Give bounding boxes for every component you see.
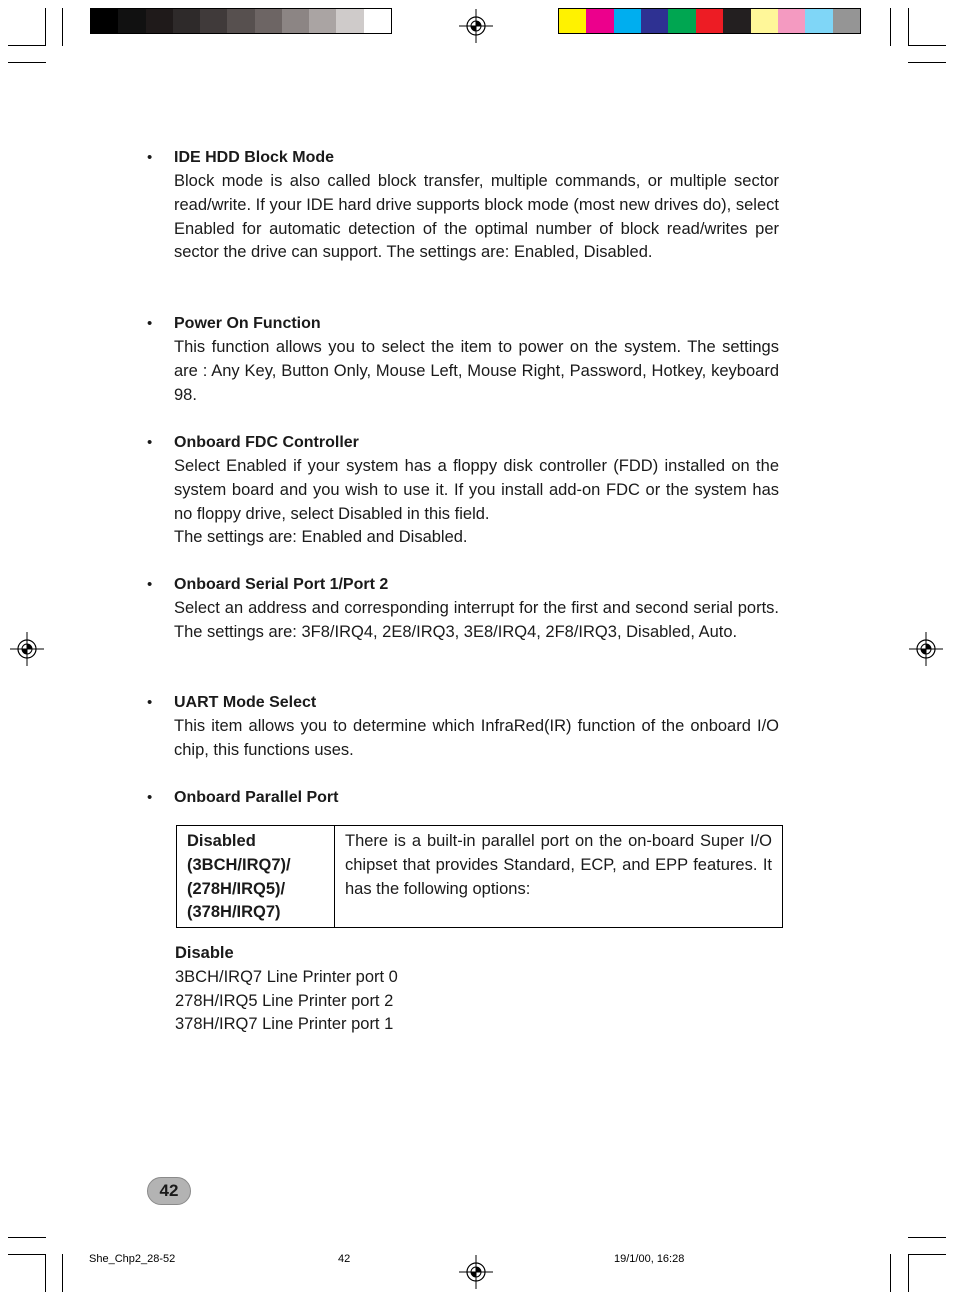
registration-mark-icon [459, 1255, 493, 1289]
section-body [174, 597, 779, 645]
color-swatch [282, 9, 309, 33]
color-swatch [614, 9, 641, 33]
color-swatch [805, 9, 832, 33]
paragraph: The settings are: Enabled and Disabled. [174, 528, 468, 547]
table-row [177, 826, 783, 928]
option-value: (3BCH/IRQ7)/ [187, 855, 291, 874]
color-swatch [227, 9, 254, 33]
color-calibration-bar [558, 8, 861, 34]
color-swatch [255, 9, 282, 33]
list-item: 3BCH/IRQ7 Line Printer port 0 [175, 967, 398, 986]
footer-page: 42 [338, 1253, 351, 1265]
description-cell: There is a built-in parallel port on the on-board Super I/O chipset that provides Standard, ECP, and EPP features. It has the following options: [335, 826, 783, 928]
greyscale-calibration-bar [90, 8, 392, 34]
option-value: Disabled [187, 832, 256, 850]
footer-timestamp: 19/1/00, 16:28 [614, 1253, 685, 1265]
section-title: UART Mode Select [174, 694, 317, 711]
bullet-icon: • [147, 434, 153, 451]
section-ide-hdd-block-mode [147, 146, 779, 265]
section-onboard-fdc-controller [147, 431, 779, 550]
color-swatch [586, 9, 613, 33]
list-item: 378H/IRQ7 Line Printer port 1 [175, 1015, 394, 1034]
paragraph: Block mode is also called block transfer, multiple commands, or multiple sector read/write. If your IDE hard drive supports block mode (most new drives do), select Enabled for automatic detection of the optimal number of block read/writes per sector the drive can support. The settings are: Enabled, Disabled. [174, 172, 779, 262]
section-title: Onboard FDC Controller [174, 434, 359, 451]
parallel-port-options-table [176, 825, 783, 928]
paragraph: Select Enabled if your system has a floppy disk controller (FDD) installed on the system board and you wish to use it. If you install add-on FDC or the system has no floppy drive, select Disabled in this field. [174, 457, 779, 523]
options-list [175, 942, 398, 1037]
section-title: Power On Function [174, 315, 321, 332]
page-number-badge: 42 [147, 1177, 191, 1205]
section-onboard-parallel-port [147, 786, 779, 810]
color-swatch [559, 9, 586, 33]
paragraph: This function allows you to select the item to power on the system. The settings are : Any Key, Button Only, Mouse Left, Mouse Right, Password, Hotkey, keyboard 98. [174, 338, 779, 404]
bullet-icon: • [147, 694, 153, 711]
bullet-icon: • [147, 315, 153, 332]
color-swatch [146, 9, 173, 33]
color-swatch [778, 9, 805, 33]
paragraph: Select an address and corresponding interrupt for the first and second serial ports. The settings are: 3F8/IRQ4, 2E8/IRQ3, 3E8/IRQ4, 2F8/IRQ3, Disabled, Auto. [174, 599, 779, 641]
color-swatch [723, 9, 750, 33]
color-swatch [696, 9, 723, 33]
color-swatch [641, 9, 668, 33]
color-swatch [833, 9, 860, 33]
section-onboard-serial-port [147, 573, 779, 645]
section-uart-mode-select [147, 691, 779, 763]
section-power-on-function [147, 312, 779, 407]
section-title: Onboard Serial Port 1/Port 2 [174, 576, 389, 593]
color-swatch [118, 9, 145, 33]
list-item: 278H/IRQ5 Line Printer port 2 [175, 991, 394, 1010]
options-cell [177, 826, 335, 928]
section-title: IDE HDD Block Mode [174, 149, 335, 166]
color-swatch [668, 9, 695, 33]
registration-mark-icon [10, 632, 44, 666]
color-swatch [309, 9, 336, 33]
paragraph: This item allows you to determine which InfraRed(IR) function of the onboard I/O chip, this functions uses. [174, 717, 779, 759]
registration-mark-icon [909, 632, 943, 666]
bullet-icon: • [147, 576, 153, 593]
color-swatch [336, 9, 363, 33]
option-value: (378H/IRQ7) [187, 903, 281, 922]
color-swatch [173, 9, 200, 33]
section-body [174, 170, 779, 265]
registration-mark-icon [459, 9, 493, 43]
section-body [174, 336, 779, 407]
color-swatch [751, 9, 778, 33]
bullet-icon: • [147, 789, 153, 806]
color-swatch [364, 9, 391, 33]
section-body [174, 715, 779, 763]
color-swatch [91, 9, 118, 33]
section-title: Onboard Parallel Port [174, 789, 339, 806]
option-value: (278H/IRQ5)/ [187, 879, 286, 898]
options-list-title: Disable [175, 944, 234, 962]
footer-file-name: She_Chp2_28-52 [89, 1253, 176, 1265]
section-body [174, 455, 779, 550]
bullet-icon: • [147, 149, 153, 166]
color-swatch [200, 9, 227, 33]
